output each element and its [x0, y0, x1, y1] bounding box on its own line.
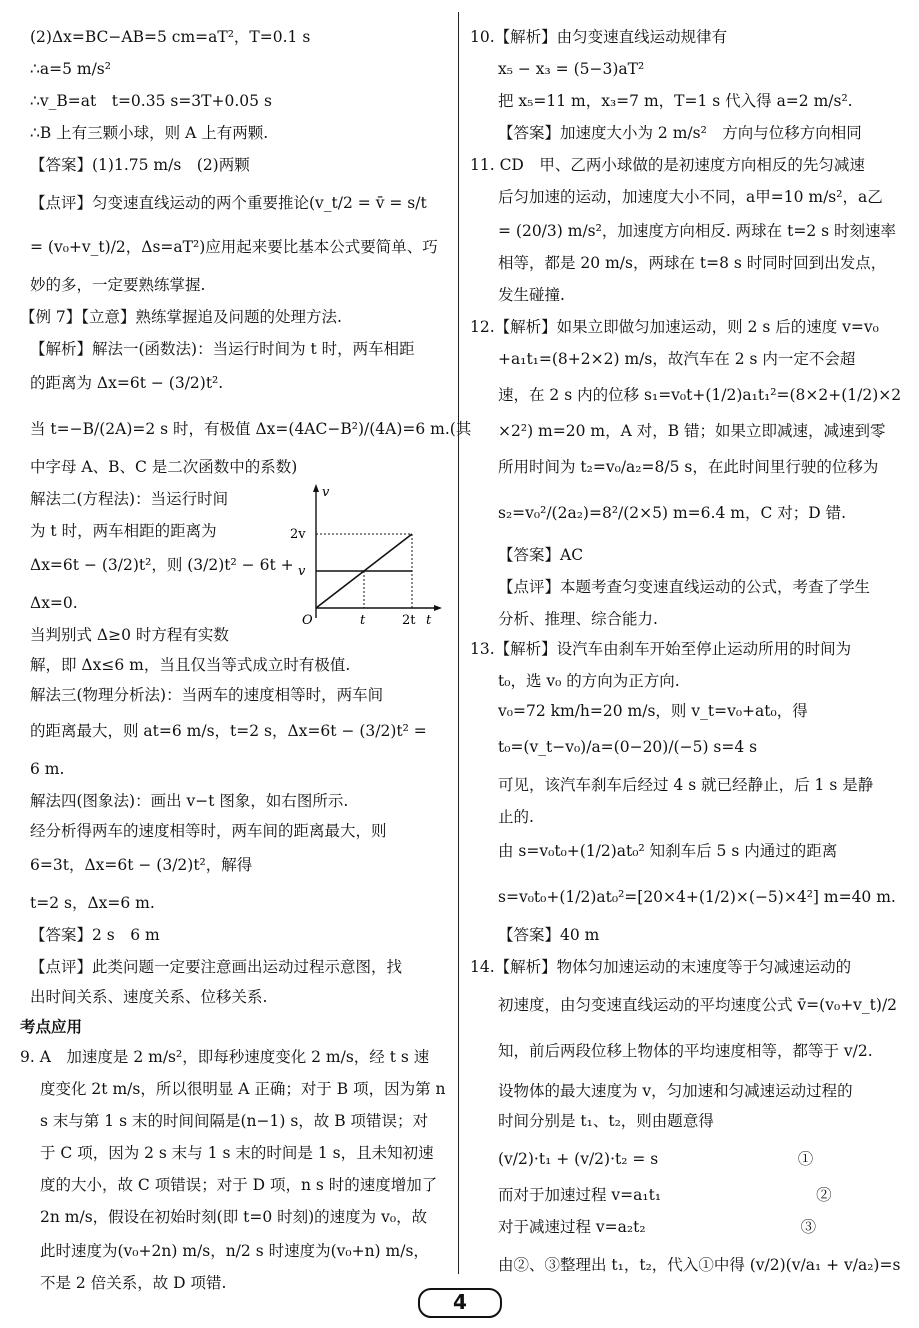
text-line: 妙的多，一定要熟练掌握. [30, 276, 206, 294]
text-line: 度变化 2t m/s，所以很明显 A 正确；对于 B 项，因为第 n [40, 1080, 446, 1098]
text-line: 时间分别是 t₁、t₂，则由题意得 [498, 1112, 714, 1130]
text-line: 经分析得两车的速度相等时，两车间的距离最大，则 [30, 822, 387, 840]
x-axis-arrow [434, 605, 442, 611]
text-line: 速，在 2 s 内的位移 s₁=v₀t+(1/2)a₁t₁²=(8×2+(1/2)×2 [498, 386, 902, 404]
text-line: 【答案】AC [498, 546, 584, 564]
text-line: 知，前后两段位移上物体的平均速度相等，都等于 v/2. [498, 1042, 873, 1060]
text-line: 分析、推理、综合能力. [498, 610, 658, 628]
text-line: 6=3t，Δx=6t − (3/2)t²，解得 [30, 856, 253, 874]
text-line: 解法四(图象法)：画出 v−t 图象，如右图所示. [30, 792, 349, 810]
text-line: 【解析】解法一(函数法)：当运行时间为 t 时，两车相距 [30, 340, 415, 358]
text-line: 把 x₅=11 m，x₃=7 m，T=1 s 代入得 a=2 m/s². [498, 92, 853, 110]
text-line: 【点评】本题考查匀变速直线运动的公式，考查了学生 [498, 578, 871, 596]
text-line: 设物体的最大速度为 v，匀加速和匀减速运动过程的 [498, 1082, 853, 1100]
text-line: 当 t=−B/(2A)=2 s 时，有极值 Δx=(4AC−B²)/(4A)=6 m.(其 [30, 420, 472, 438]
text-line: 于 C 项，因为 2 s 末与 1 s 末的时间是 1 s，且未知初速 [40, 1144, 434, 1162]
y-axis-arrow [313, 484, 319, 492]
text-line: 解，即 Δx≤6 m，当且仅当等式成立时有极值. [30, 656, 351, 674]
text-line: Δx=6t − (3/2)t²，则 (3/2)t² − 6t + [30, 556, 294, 574]
text-line: (v/2)·t₁ + (v/2)·t₂ = s ① [498, 1150, 814, 1168]
graph-ylabel: v [322, 485, 330, 500]
text-line: 【例 7】【立意】熟练掌握追及问题的处理方法. [20, 308, 342, 326]
text-line: 此时速度为(v₀+2n) m/s，n/2 s 时速度为(v₀+n) m/s， [40, 1242, 429, 1260]
text-line: 2n m/s，假设在初始时刻(即 t=0 时刻)的速度为 v₀，故 [40, 1208, 428, 1226]
text-line: 后匀加速的运动，加速度大小不同，a甲=10 m/s²，a乙 [498, 188, 883, 206]
column-divider [458, 12, 459, 1274]
text-line: ∴a=5 m/s² [30, 60, 111, 78]
text-line: 14.【解析】物体匀加速运动的末速度等于匀减速运动的 [470, 958, 852, 976]
graph-label-2v: 2v [290, 527, 306, 542]
text-line: s₂=v₀²/(2a₂)=8²/(2×5) m=6.4 m，C 对；D 错. [498, 504, 847, 522]
text-line: 【答案】(1)1.75 m/s (2)两颗 [30, 156, 250, 174]
text-line: 初速度，由匀变速直线运动的平均速度公式 v̄=(v₀+v_t)/2 [498, 996, 898, 1014]
text-line: 止的. [498, 808, 534, 826]
text-line: 为 t 时，两车相距的距离为 [30, 522, 217, 540]
text-line: 6 m. [30, 760, 65, 778]
text-line: 【答案】2 s 6 m [30, 926, 160, 944]
text-line: ∴v_B=at t=0.35 s=3T+0.05 s [30, 92, 272, 110]
text-line: 10.【解析】由匀变速直线运动规律有 [470, 28, 728, 46]
text-line: 所用时间为 t₂=v₀/a₂=8/5 s，在此时间里行驶的位移为 [498, 458, 879, 476]
text-line: 相等，都是 20 m/s，两球在 t=8 s 时同时回到出发点， [498, 254, 887, 272]
text-line: 【点评】匀变速直线运动的两个重要推论(v_t/2 = v̄ = s/t [30, 194, 427, 212]
text-line: ×2²) m=20 m，A 对，B 错；如果立即减速，减速到零 [498, 422, 886, 440]
graph-label-2t: 2t [402, 613, 416, 628]
text-line: 考点应用 [20, 1018, 83, 1036]
text-line: 当判别式 Δ≥0 时方程有实数 [30, 626, 229, 644]
text-line: = (20/3) m/s²，加速度方向相反. 两球在 t=2 s 时刻速率 [498, 222, 896, 240]
text-line: t₀，选 v₀ 的方向为正方向. [498, 672, 680, 690]
text-line: v₀=72 km/h=20 m/s，则 v_t=v₀+at₀，得 [498, 702, 808, 720]
text-line: x₅ − x₃ = (5−3)aT² [498, 60, 645, 78]
text-line: 发生碰撞. [498, 286, 565, 304]
text-line: 【答案】40 m [498, 926, 600, 944]
text-line: Δx=0. [30, 594, 78, 612]
text-line: s 末与第 1 s 末的时间间隔是(n−1) s，故 B 项错误；对 [40, 1112, 429, 1130]
text-line: 9. A 加速度是 2 m/s²，即每秒速度变化 2 m/s，经 t s 速 [20, 1048, 430, 1066]
text-line: ∴B 上有三颗小球，则 A 上有两颗. [30, 124, 269, 142]
graph-origin: O [302, 613, 313, 628]
graph-label-t: t [360, 613, 366, 628]
text-line: (2)Δx=BC−AB=5 cm=aT²，T=0.1 s [30, 28, 311, 46]
text-line: 由②、③整理出 t₁，t₂，代入①中得 (v/2)(v/a₁ + v/a₂)=s [498, 1256, 901, 1274]
graph-label-v: v [298, 564, 306, 579]
text-line: 而对于加速过程 v=a₁t₁ ② [498, 1186, 832, 1204]
text-line: s=v₀t₀+(1/2)at₀²=[20×4+(1/2)×(−5)×4²] m=40 m. [498, 888, 896, 906]
text-line: 可见，该汽车刹车后经过 4 s 就已经静止，后 1 s 是静 [498, 776, 874, 794]
text-line: 的距离为 Δx=6t − (3/2)t². [30, 374, 224, 392]
text-line: 的距离最大，则 at=6 m/s，t=2 s，Δx=6t − (3/2)t² = [30, 722, 427, 740]
text-line: 11. CD 甲、乙两小球做的是初速度方向相反的先匀减速 [470, 156, 865, 174]
text-line: 由 s=v₀t₀+(1/2)at₀² 知刹车后 5 s 内通过的距离 [498, 842, 838, 860]
text-line: 【点评】此类问题一定要注意画出运动过程示意图，找 [30, 958, 403, 976]
text-line: 不是 2 倍关系，故 D 项错. [40, 1274, 227, 1292]
text-line: 解法二(方程法)：当运行时间 [30, 490, 229, 508]
text-line: t₀=(v_t−v₀)/a=(0−20)/(−5) s=4 s [498, 738, 758, 756]
text-line: 出时间关系、速度关系、位移关系. [30, 988, 268, 1006]
page-number: 4 [418, 1288, 502, 1318]
graph-xlabel: t [426, 613, 432, 628]
text-line: 【答案】加速度大小为 2 m/s² 方向与位移方向相同 [498, 124, 862, 142]
text-line: = (v₀+v_t)/2，Δs=aT²)应用起来要比基本公式要简单、巧 [30, 238, 438, 256]
text-line: 中字母 A、B、C 是二次函数中的系数) [30, 458, 298, 476]
text-line: 度的大小，故 C 项错误；对于 D 项，n s 时的速度增加了 [40, 1176, 438, 1194]
text-line: +a₁t₁=(8+2×2) m/s，故汽车在 2 s 内一定不会超 [498, 350, 856, 368]
v-t-graph [276, 478, 446, 628]
text-line: 解法三(物理分析法)：当两车的速度相等时，两车间 [30, 686, 384, 704]
text-line: 12.【解析】如果立即做匀加速运动，则 2 s 后的速度 v=v₀ [470, 318, 879, 336]
text-line: 对于减速过程 v=a₂t₂ ③ [498, 1218, 817, 1236]
text-line: t=2 s，Δx=6 m. [30, 894, 155, 912]
text-line: 13.【解析】设汽车由刹车开始至停止运动所用的时间为 [470, 640, 852, 658]
